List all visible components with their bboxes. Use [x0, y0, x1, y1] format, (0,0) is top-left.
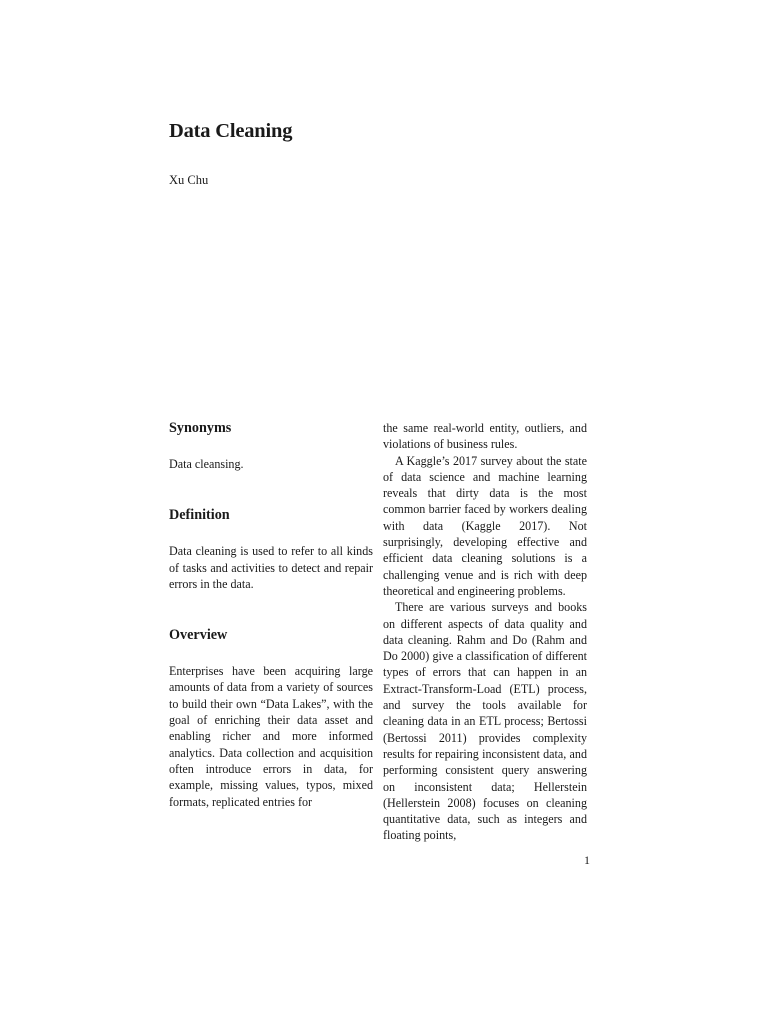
paper-title: Data Cleaning: [169, 120, 293, 142]
definition-heading: Definition: [169, 507, 230, 524]
author-name: Xu Chu: [169, 173, 209, 187]
definition-text: Data cleaning is used to refer to all kinds of tasks and activities to detect and repair errors in the data.: [169, 544, 373, 591]
synonyms-text: Data cleansing.: [169, 457, 244, 471]
synonyms-heading: Synonyms: [169, 420, 232, 436]
overview-paragraph-2: A Kaggle’s 2017 survey about the state of data science and machine learning reveals that dirty data is the most common barrier faced by workers dealing with data (Kaggle 2017). Not surprisingly, developing effective and efficient data cleaning solutions is a challenging venue and is rich with deep theoretical and engineering problems.: [383, 453, 587, 598]
overview-paragraph-1: Enterprises have been acquiring large amounts of data from a variety of sources to build their own “Data Lakes”, with the goal of enriching their data asset and enabling richer and more informed analytics. Data collection and acquisition often introduce errors in data, for example, missing values, typos, mixed formats, replicated entries for: [169, 664, 373, 809]
overview-paragraph-1-continued: the same real-world entity, outliers, and violations of business rules.: [383, 421, 587, 452]
overview-paragraph-3: There are various surveys and books on different aspects of data quality and data cleaning. Rahm and Do (Rahm and Do 2000) give a classification of different types of errors that can happen in an Extract-Transform-Load (ETL) process, and survey the tools available for cleaning data in an ETL process; Bertossi (Bertossi 2011) provides complexity results for repairing inconsistent data, and performing consistent query answering on inconsistent data; Hellerstein (Hellerstein 2008) focuses on cleaning quantitative data, such as integers and floating points,: [383, 600, 587, 843]
overview-heading: Overview: [169, 627, 228, 644]
page-number: 1: [584, 853, 590, 867]
right-column: [383, 420, 587, 844]
left-column: [169, 418, 373, 810]
